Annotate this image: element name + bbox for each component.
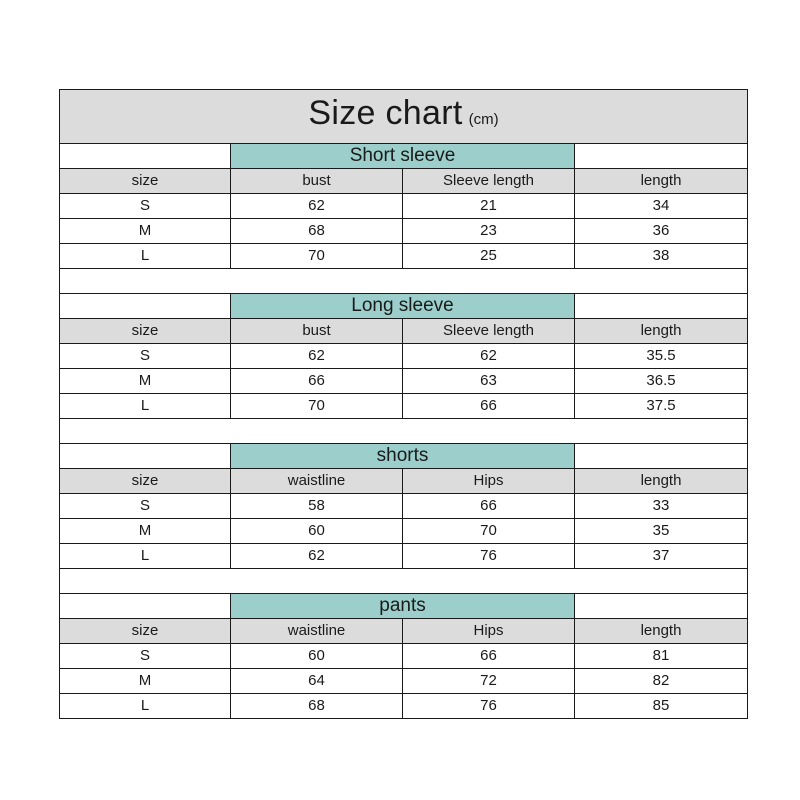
- measurement-cell: 35: [575, 519, 748, 544]
- size-cell: L: [60, 544, 231, 569]
- size-cell: S: [60, 344, 231, 369]
- measurement-cell: 63: [403, 369, 575, 394]
- table-row: [60, 494, 748, 519]
- blank-cell: [575, 594, 748, 619]
- column-header: Sleeve length: [403, 319, 575, 344]
- column-header-row: [60, 619, 748, 644]
- measurement-cell: 81: [575, 644, 748, 669]
- table-row: [60, 669, 748, 694]
- measurement-cell: 21: [403, 194, 575, 219]
- table-row: [60, 344, 748, 369]
- blank-cell: [575, 144, 748, 169]
- measurement-cell: 60: [231, 519, 403, 544]
- section-title: pants: [231, 594, 575, 619]
- blank-cell: [575, 294, 748, 319]
- table-row: [60, 644, 748, 669]
- measurement-cell: 62: [403, 344, 575, 369]
- measurement-cell: 62: [231, 344, 403, 369]
- table-row: [60, 194, 748, 219]
- measurement-cell: 37.5: [575, 394, 748, 419]
- chart-title: [60, 90, 748, 144]
- measurement-cell: 76: [403, 544, 575, 569]
- section-title: Long sleeve: [231, 294, 575, 319]
- measurement-cell: 85: [575, 694, 748, 719]
- size-chart-table: [59, 89, 748, 719]
- table-row: [60, 369, 748, 394]
- size-cell: S: [60, 194, 231, 219]
- table-row: [60, 244, 748, 269]
- measurement-cell: 66: [403, 394, 575, 419]
- column-header-row: [60, 169, 748, 194]
- column-header-row: [60, 319, 748, 344]
- measurement-cell: 60: [231, 644, 403, 669]
- spacer-cell: [60, 269, 748, 294]
- measurement-cell: 35.5: [575, 344, 748, 369]
- column-header: length: [575, 619, 748, 644]
- column-header: length: [575, 319, 748, 344]
- spacer-cell: [60, 419, 748, 444]
- size-cell: L: [60, 244, 231, 269]
- column-header: length: [575, 469, 748, 494]
- measurement-cell: 34: [575, 194, 748, 219]
- measurement-cell: 62: [231, 544, 403, 569]
- size-cell: L: [60, 394, 231, 419]
- column-header: size: [60, 169, 231, 194]
- measurement-cell: 36.5: [575, 369, 748, 394]
- measurement-cell: 66: [231, 369, 403, 394]
- size-chart-body: [60, 90, 748, 719]
- title-row: [60, 90, 748, 144]
- column-header: waistline: [231, 619, 403, 644]
- measurement-cell: 76: [403, 694, 575, 719]
- blank-cell: [60, 594, 231, 619]
- section-title-row: [60, 294, 748, 319]
- size-cell: S: [60, 644, 231, 669]
- measurement-cell: 72: [403, 669, 575, 694]
- measurement-cell: 70: [403, 519, 575, 544]
- column-header: Hips: [403, 469, 575, 494]
- measurement-cell: 62: [231, 194, 403, 219]
- spacer-row: [60, 419, 748, 444]
- measurement-cell: 37: [575, 544, 748, 569]
- measurement-cell: 70: [231, 394, 403, 419]
- table-row: [60, 519, 748, 544]
- measurement-cell: 64: [231, 669, 403, 694]
- measurement-cell: 33: [575, 494, 748, 519]
- table-row: [60, 694, 748, 719]
- chart-title-text: Size chart: [308, 94, 463, 132]
- size-cell: M: [60, 369, 231, 394]
- column-header: bust: [231, 169, 403, 194]
- measurement-cell: 66: [403, 644, 575, 669]
- section-title: shorts: [231, 444, 575, 469]
- section-title-row: [60, 594, 748, 619]
- size-cell: M: [60, 219, 231, 244]
- measurement-cell: 38: [575, 244, 748, 269]
- column-header-row: [60, 469, 748, 494]
- table-row: [60, 394, 748, 419]
- spacer-row: [60, 569, 748, 594]
- table-row: [60, 544, 748, 569]
- blank-cell: [60, 444, 231, 469]
- measurement-cell: 82: [575, 669, 748, 694]
- section-title: Short sleeve: [231, 144, 575, 169]
- measurement-cell: 70: [231, 244, 403, 269]
- size-cell: L: [60, 694, 231, 719]
- measurement-cell: 66: [403, 494, 575, 519]
- table-row: [60, 219, 748, 244]
- blank-cell: [575, 444, 748, 469]
- measurement-cell: 68: [231, 694, 403, 719]
- column-header: size: [60, 319, 231, 344]
- column-header: bust: [231, 319, 403, 344]
- section-title-row: [60, 144, 748, 169]
- size-cell: M: [60, 519, 231, 544]
- measurement-cell: 58: [231, 494, 403, 519]
- column-header: Hips: [403, 619, 575, 644]
- measurement-cell: 36: [575, 219, 748, 244]
- section-title-row: [60, 444, 748, 469]
- measurement-cell: 25: [403, 244, 575, 269]
- measurement-cell: 23: [403, 219, 575, 244]
- column-header: waistline: [231, 469, 403, 494]
- measurement-cell: 68: [231, 219, 403, 244]
- size-cell: M: [60, 669, 231, 694]
- column-header: Sleeve length: [403, 169, 575, 194]
- chart-title-unit: (cm): [468, 111, 499, 128]
- size-cell: S: [60, 494, 231, 519]
- blank-cell: [60, 144, 231, 169]
- column-header: size: [60, 469, 231, 494]
- spacer-cell: [60, 569, 748, 594]
- spacer-row: [60, 269, 748, 294]
- blank-cell: [60, 294, 231, 319]
- column-header: length: [575, 169, 748, 194]
- column-header: size: [60, 619, 231, 644]
